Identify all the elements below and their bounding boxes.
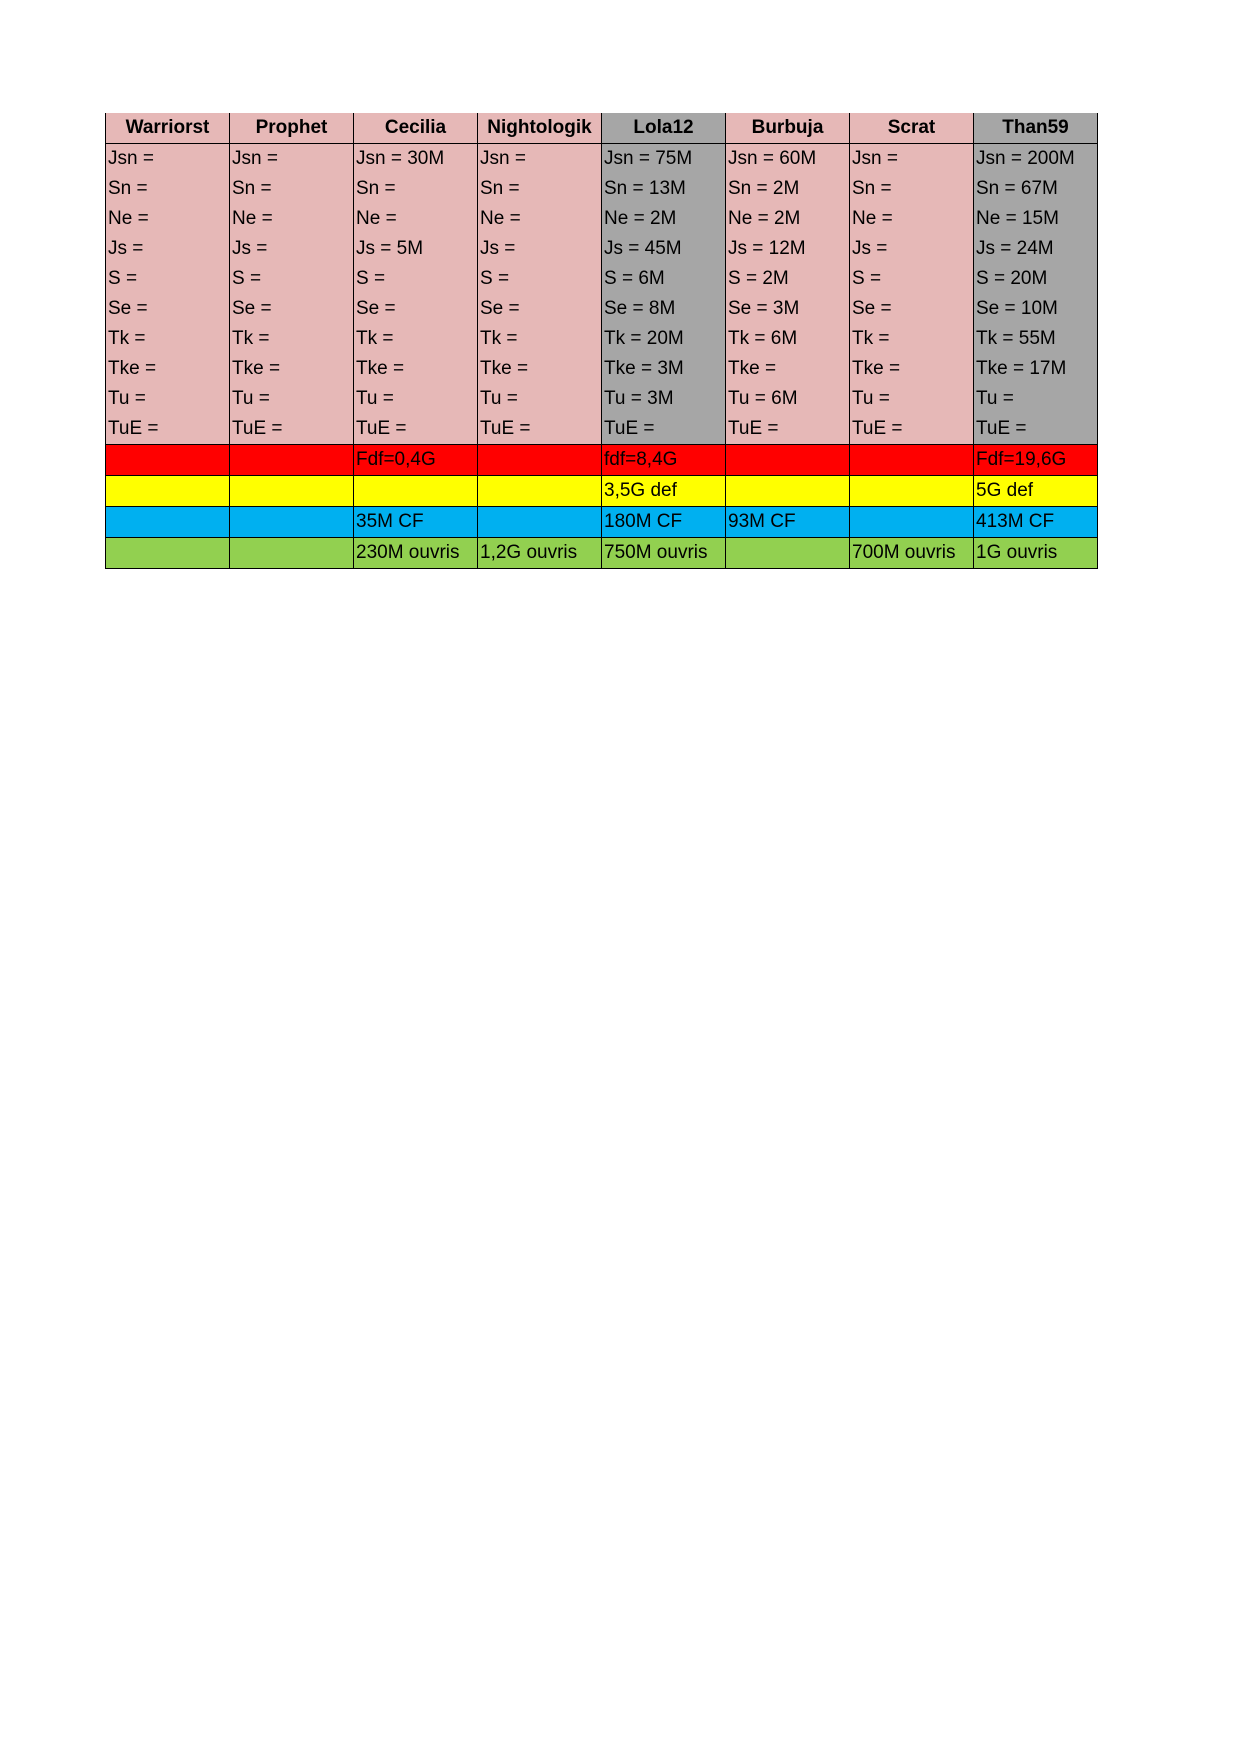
- stat-row: [106, 264, 1098, 294]
- table-cell[interactable]: [106, 476, 230, 507]
- table-cell[interactable]: Jsn = 200M: [974, 144, 1098, 175]
- table-cell[interactable]: TuE =: [726, 414, 850, 445]
- red-summary-row: [106, 445, 1098, 476]
- table-cell[interactable]: [230, 476, 354, 507]
- table-cell[interactable]: [106, 538, 230, 569]
- table-cell[interactable]: TuE =: [478, 414, 602, 445]
- table-cell[interactable]: Js = 12M: [726, 234, 850, 264]
- table-cell[interactable]: [478, 445, 602, 476]
- table-cell[interactable]: Tu =: [230, 384, 354, 414]
- table-cell[interactable]: [230, 538, 354, 569]
- table-cell[interactable]: TuE =: [974, 414, 1098, 445]
- table-cell[interactable]: Jsn =: [106, 144, 230, 175]
- table-cell[interactable]: Ne =: [230, 204, 354, 234]
- stat-row: [106, 174, 1098, 204]
- table-cell[interactable]: Sn =: [106, 174, 230, 204]
- green-summary-row: [106, 538, 1098, 569]
- table-cell[interactable]: Se =: [354, 294, 478, 324]
- header-row: [106, 113, 1098, 144]
- table-cell[interactable]: Tu = 6M: [726, 384, 850, 414]
- stat-row: [106, 294, 1098, 324]
- table-cell[interactable]: Sn =: [230, 174, 354, 204]
- table-cell[interactable]: Jsn =: [850, 144, 974, 175]
- table-cell[interactable]: TuE =: [850, 414, 974, 445]
- table-cell[interactable]: Se = 3M: [726, 294, 850, 324]
- column-header[interactable]: Lola12: [602, 113, 726, 144]
- column-header[interactable]: Prophet: [230, 113, 354, 144]
- table-cell[interactable]: Tu =: [974, 384, 1098, 414]
- stat-row: [106, 234, 1098, 264]
- table-cell[interactable]: Jsn = 60M: [726, 144, 850, 175]
- table-cell[interactable]: Tu =: [106, 384, 230, 414]
- table-cell[interactable]: S = 6M: [602, 264, 726, 294]
- table-cell[interactable]: Tk = 55M: [974, 324, 1098, 354]
- table-cell[interactable]: Tk =: [230, 324, 354, 354]
- table-cell[interactable]: Jsn =: [230, 144, 354, 175]
- table-cell[interactable]: [478, 507, 602, 538]
- table-cell[interactable]: 1,2G ouvris: [478, 538, 602, 569]
- table-cell[interactable]: fdf=8,4G: [602, 445, 726, 476]
- table-cell[interactable]: Sn = 13M: [602, 174, 726, 204]
- table-cell[interactable]: Sn = 67M: [974, 174, 1098, 204]
- table-cell[interactable]: S =: [478, 264, 602, 294]
- table-cell[interactable]: S =: [106, 264, 230, 294]
- table-cell[interactable]: 700M ouvris: [850, 538, 974, 569]
- column-header[interactable]: Than59: [974, 113, 1098, 144]
- table-cell[interactable]: [726, 445, 850, 476]
- table-cell[interactable]: Tk =: [354, 324, 478, 354]
- stat-row: [106, 204, 1098, 234]
- table-cell[interactable]: Se = 8M: [602, 294, 726, 324]
- table-cell[interactable]: S =: [354, 264, 478, 294]
- table-cell[interactable]: Ne =: [106, 204, 230, 234]
- table-cell[interactable]: Tke = 17M: [974, 354, 1098, 384]
- table-cell[interactable]: S = 20M: [974, 264, 1098, 294]
- table-cell[interactable]: 5G def: [974, 476, 1098, 507]
- table-cell[interactable]: Tk = 6M: [726, 324, 850, 354]
- table-cell[interactable]: 93M CF: [726, 507, 850, 538]
- table-cell[interactable]: Tke =: [726, 354, 850, 384]
- table-cell[interactable]: Se = 10M: [974, 294, 1098, 324]
- table-cell[interactable]: 413M CF: [974, 507, 1098, 538]
- table-cell[interactable]: Tke =: [850, 354, 974, 384]
- table-cell[interactable]: Ne =: [478, 204, 602, 234]
- table-cell[interactable]: Tk =: [478, 324, 602, 354]
- table-cell[interactable]: Jsn = 30M: [354, 144, 478, 175]
- stat-row: [106, 354, 1098, 384]
- table-cell[interactable]: Jsn =: [478, 144, 602, 175]
- table-cell[interactable]: S =: [850, 264, 974, 294]
- table-cell[interactable]: Se =: [850, 294, 974, 324]
- table-cell[interactable]: Se =: [106, 294, 230, 324]
- table-cell[interactable]: Jsn = 75M: [602, 144, 726, 175]
- player-resources-table: [105, 113, 1098, 569]
- table-cell[interactable]: Js =: [230, 234, 354, 264]
- blue-summary-row: [106, 507, 1098, 538]
- table-cell[interactable]: 35M CF: [354, 507, 478, 538]
- table-cell[interactable]: TuE =: [354, 414, 478, 445]
- table-cell[interactable]: Js =: [850, 234, 974, 264]
- column-header[interactable]: Nightologik: [478, 113, 602, 144]
- table-cell[interactable]: Se =: [478, 294, 602, 324]
- table-cell[interactable]: [106, 507, 230, 538]
- table-cell[interactable]: Tu =: [354, 384, 478, 414]
- table-cell[interactable]: 1G ouvris: [974, 538, 1098, 569]
- table-cell[interactable]: [850, 445, 974, 476]
- table-cell[interactable]: [726, 538, 850, 569]
- table-cell[interactable]: Ne = 2M: [602, 204, 726, 234]
- table-cell[interactable]: Tke =: [230, 354, 354, 384]
- table-cell[interactable]: Fdf=19,6G: [974, 445, 1098, 476]
- table-cell[interactable]: 3,5G def: [602, 476, 726, 507]
- table-cell[interactable]: [726, 476, 850, 507]
- table-cell[interactable]: [230, 445, 354, 476]
- stat-row: [106, 384, 1098, 414]
- table-cell[interactable]: [478, 476, 602, 507]
- table-cell[interactable]: Sn =: [850, 174, 974, 204]
- table-cell[interactable]: Js = 24M: [974, 234, 1098, 264]
- table-cell[interactable]: TuE =: [602, 414, 726, 445]
- table-cell[interactable]: Tke =: [478, 354, 602, 384]
- table-cell[interactable]: Tke = 3M: [602, 354, 726, 384]
- column-header[interactable]: Cecilia: [354, 113, 478, 144]
- table-cell[interactable]: Js =: [478, 234, 602, 264]
- table-cell[interactable]: Tk =: [850, 324, 974, 354]
- table-cell[interactable]: Fdf=0,4G: [354, 445, 478, 476]
- table-cell[interactable]: Tu = 3M: [602, 384, 726, 414]
- table-cell[interactable]: Sn =: [478, 174, 602, 204]
- table-cell[interactable]: Ne = 2M: [726, 204, 850, 234]
- stat-row: [106, 144, 1098, 175]
- table-cell[interactable]: Se =: [230, 294, 354, 324]
- table-cell[interactable]: [106, 445, 230, 476]
- column-header[interactable]: Scrat: [850, 113, 974, 144]
- table-cell[interactable]: 230M ouvris: [354, 538, 478, 569]
- table-cell[interactable]: [354, 476, 478, 507]
- table-cell[interactable]: [850, 507, 974, 538]
- table-cell[interactable]: Tke =: [354, 354, 478, 384]
- table-cell[interactable]: Js = 5M: [354, 234, 478, 264]
- table-cell[interactable]: Tk = 20M: [602, 324, 726, 354]
- table-cell[interactable]: TuE =: [106, 414, 230, 445]
- stat-row: [106, 414, 1098, 445]
- table-cell[interactable]: [850, 476, 974, 507]
- table-cell[interactable]: Ne =: [850, 204, 974, 234]
- table-cell[interactable]: 750M ouvris: [602, 538, 726, 569]
- yellow-summary-row: [106, 476, 1098, 507]
- table-cell[interactable]: S = 2M: [726, 264, 850, 294]
- table-cell[interactable]: Ne =: [354, 204, 478, 234]
- table-cell[interactable]: Ne = 15M: [974, 204, 1098, 234]
- table-cell[interactable]: S =: [230, 264, 354, 294]
- table-cell[interactable]: TuE =: [230, 414, 354, 445]
- table-cell[interactable]: Js = 45M: [602, 234, 726, 264]
- table-cell[interactable]: Sn = 2M: [726, 174, 850, 204]
- column-header[interactable]: Burbuja: [726, 113, 850, 144]
- table-cell[interactable]: [230, 507, 354, 538]
- stat-row: [106, 324, 1098, 354]
- table-cell[interactable]: Sn =: [354, 174, 478, 204]
- table-cell[interactable]: 180M CF: [602, 507, 726, 538]
- table-cell[interactable]: Js =: [106, 234, 230, 264]
- column-header[interactable]: Warriorst: [106, 113, 230, 144]
- table-cell[interactable]: Tu =: [478, 384, 602, 414]
- table-cell[interactable]: Tu =: [850, 384, 974, 414]
- table-cell[interactable]: Tk =: [106, 324, 230, 354]
- table-cell[interactable]: Tke =: [106, 354, 230, 384]
